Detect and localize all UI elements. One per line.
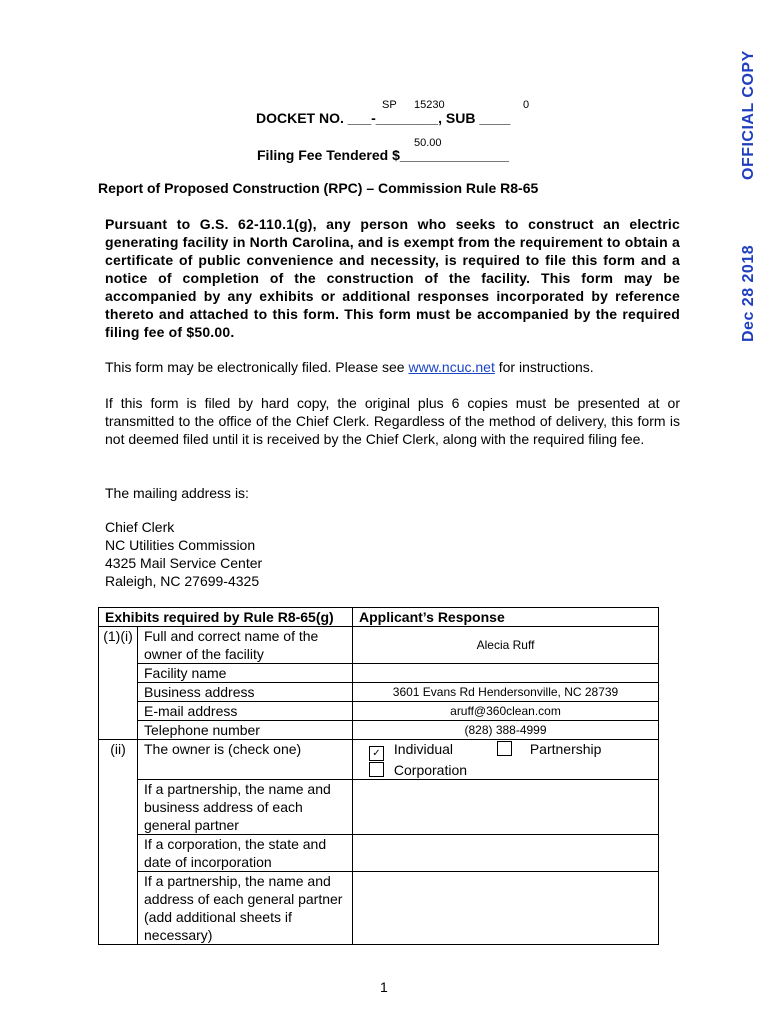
corporation-label: Corporation: [393, 762, 468, 778]
page-number: 1: [380, 979, 388, 995]
docket-label: DOCKET NO. ___-________, SUB ____: [256, 110, 511, 126]
response-business-address[interactable]: 3601 Evans Rd Hendersonville, NC 28739: [353, 683, 659, 702]
individual-label: Individual: [393, 741, 454, 757]
address-line: 4325 Mail Service Center: [105, 555, 263, 571]
address-line: NC Utilities Commission: [105, 537, 256, 553]
row-label-owner-type: The owner is (check one): [138, 740, 353, 780]
official-copy-stamp: OFFICIAL COPY: [740, 50, 757, 180]
docket-sub-value: 0: [523, 99, 530, 111]
exhibits-table: [98, 607, 659, 945]
individual-checkbox[interactable]: ✓: [369, 746, 384, 761]
row-label-partnership-partners-2: If a partnership, the name and address of each general partner (add additional sheets if necessary): [138, 872, 353, 945]
item-number-ii: (ii): [99, 740, 138, 945]
row-label-partnership-partners: If a partnership, the name and business address of each general partner: [138, 780, 353, 835]
response-telephone[interactable]: (828) 388-4999: [353, 721, 659, 740]
efile-text-before: This form may be electronically filed. Please see: [105, 359, 409, 375]
efile-paragraph: [105, 358, 680, 376]
efile-text-after: for instructions.: [494, 359, 594, 375]
hardcopy-paragraph: If this form is filed by hard copy, the original plus 6 copies must be presented at or transmitted to the office of the Chief Clerk. Regardless of the method of delivery, this form is not deemed filed until it is received by the Chief Clerk, along with the required filing fee.: [105, 395, 680, 447]
response-partnership-partners[interactable]: [353, 780, 659, 835]
docket-number: 15230: [414, 99, 445, 111]
filing-fee-label: Filing Fee Tendered $______________: [257, 147, 509, 163]
corporation-checkbox[interactable]: [369, 762, 384, 777]
page-title: Report of Proposed Construction (RPC) – Commission Rule R8-65: [98, 180, 539, 196]
ncuc-link[interactable]: www.ncuc.net: [408, 359, 495, 375]
row-label-corporation-state: If a corporation, the state and date of incorporation: [138, 835, 353, 872]
response-corporation-state[interactable]: [353, 835, 659, 872]
mailing-address: [105, 518, 262, 590]
docket-sp: SP: [382, 99, 397, 111]
row-label-facility-name: Facility name: [138, 664, 353, 683]
row-label-telephone: Telephone number: [138, 721, 353, 740]
response-owner-type: [353, 740, 659, 780]
mailing-intro: The mailing address is:: [105, 485, 249, 501]
partnership-label: Partnership: [529, 741, 602, 757]
response-facility-name[interactable]: [353, 664, 659, 683]
response-owner-name[interactable]: Alecia Ruff: [353, 627, 659, 664]
row-label-business-address: Business address: [138, 683, 353, 702]
row-label-owner-name: Full and correct name of the owner of the facility: [138, 627, 353, 664]
intro-paragraph: Pursuant to G.S. 62-110.1(g), any person who seeks to construct an electric generating facility in North Carolina, and is exempt from the requirement to obtain a certificate of public convenience and necessity, is required to file this form and a notice of completion of the construction of the facility. This form may be accompanied by any exhibits or additional responses incorporated by reference thereto and attached to this form. This form must be accompanied by the required filing fee of $50.00.: [105, 216, 680, 340]
address-line: Chief Clerk: [105, 519, 175, 535]
address-line: Raleigh, NC 27699-4325: [105, 573, 260, 589]
response-partnership-partners-2[interactable]: [353, 872, 659, 945]
response-email[interactable]: aruff@360clean.com: [353, 702, 659, 721]
item-number-1i: (1)(i): [99, 627, 138, 740]
table-header-response: Applicant’s Response: [353, 608, 659, 627]
partnership-checkbox[interactable]: [497, 741, 512, 756]
date-stamp: Dec 28 2018: [740, 244, 757, 342]
table-header-exhibits: Exhibits required by Rule R8-65(g): [99, 608, 353, 627]
filing-fee-value: 50.00: [414, 137, 442, 149]
row-label-email: E-mail address: [138, 702, 353, 721]
